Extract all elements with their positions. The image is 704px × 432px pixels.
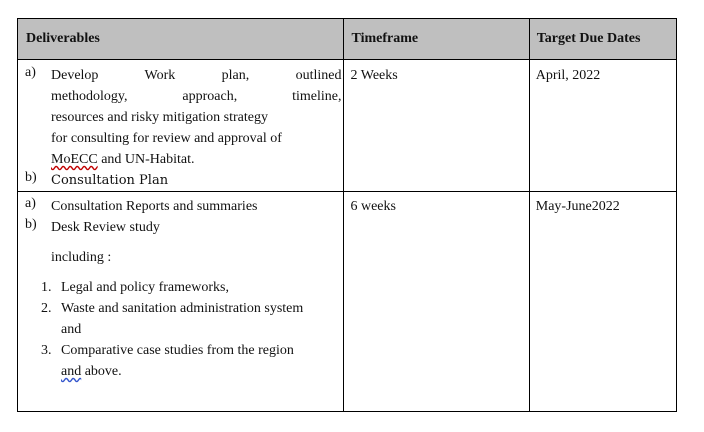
deliverable-line: MoECC and UN-Habitat. (51, 152, 195, 167)
table-row (18, 192, 677, 412)
due-date-cell (529, 60, 676, 192)
list-item: 1. Legal and policy frameworks, (41, 280, 229, 295)
list-item: 3. Comparative case studies from the region (41, 343, 294, 358)
table-row (18, 60, 677, 192)
header-deliverables: Deliverables (18, 19, 344, 60)
list-item: 2. Waste and sanitation administration system (41, 301, 304, 316)
deliverable-line: resources and risky mitigation strategy (51, 110, 268, 125)
list-item-continuation: and above. (61, 364, 122, 379)
spellcheck-word: MoECC (51, 152, 98, 167)
header-target-due-dates: Target Due Dates (529, 19, 676, 60)
deliverables-cell (18, 192, 344, 412)
deliverables-table (17, 18, 677, 412)
list-marker: b) (25, 170, 37, 185)
deliverables-cell (18, 60, 344, 192)
including-label: including : (51, 250, 112, 265)
timeframe-cell (344, 192, 529, 412)
deliverable-line: methodology, approach, timeline, (51, 89, 342, 104)
deliverable-line: for consulting for review and approval of (51, 131, 282, 146)
numbered-list (37, 277, 341, 382)
deliverable-line: Consultation Reports and summaries (51, 199, 258, 214)
list-marker: a) (25, 65, 36, 80)
deliverable-line: Consultation Plan (51, 173, 169, 188)
timeframe-cell (344, 60, 529, 192)
list-marker: a) (25, 196, 36, 211)
list-marker: b) (25, 217, 37, 232)
timeframe-value: 2 Weeks (350, 68, 398, 83)
deliverable-line: Desk Review study (51, 220, 160, 235)
due-date-value: May-June2022 (535, 199, 620, 214)
timeframe-value: 6 weeks (350, 199, 396, 214)
due-date-value: April, 2022 (535, 68, 601, 83)
header-timeframe: Timeframe (344, 19, 529, 60)
list-item-continuation: and (61, 322, 82, 337)
header-row (18, 19, 677, 60)
deliverable-line: Develop Work plan, outlined (51, 68, 342, 83)
due-date-cell (529, 192, 676, 412)
spellcheck-word: and (61, 364, 82, 379)
